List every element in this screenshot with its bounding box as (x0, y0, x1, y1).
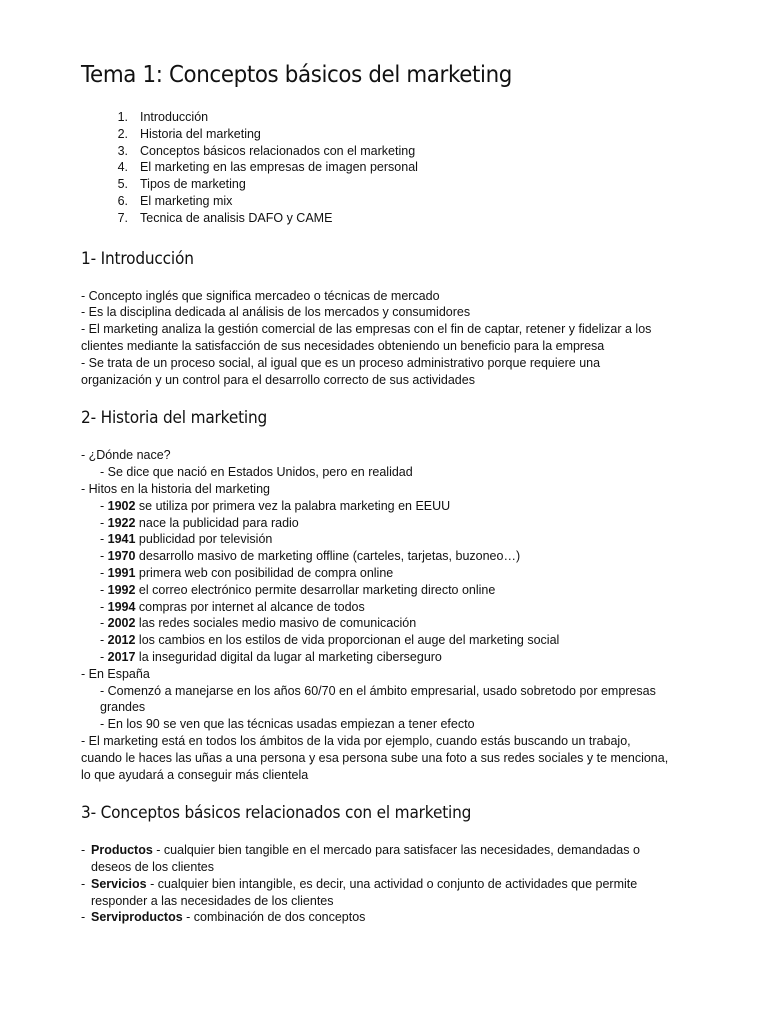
toc-number: 4. (117, 160, 128, 175)
concept-desc: - combinación de dos conceptos (182, 910, 366, 925)
concept-term: Servicios (91, 876, 147, 891)
toc-item (81, 210, 688, 227)
milestone-item: - 1992 el correo electrónico permite desarrollar marketing directo online (100, 582, 496, 597)
toc-text: Introducción (140, 110, 209, 124)
milestone-year: 1902 (107, 498, 136, 513)
paragraph-line: - ¿Dónde nace? (81, 448, 171, 463)
milestone-year: 1992 (107, 582, 136, 597)
list-dash: - (81, 843, 86, 858)
toc-item (81, 126, 688, 143)
toc-number: 6. (117, 193, 128, 208)
document-title: Tema 1: Conceptos básicos del marketing (81, 62, 512, 88)
concept-body (91, 842, 688, 876)
paragraph-line: clientes mediante la satisfacción de sus necesidades obteniendo un beneficio para la empresa (81, 338, 605, 353)
concept-desc: - cualquier bien tangible en el mercado para satisfacer las necesidades, demandadas o (152, 843, 640, 858)
paragraph-line: - Concepto inglés que significa mercadeo o técnicas de mercado (81, 288, 440, 303)
milestone-text: las redes sociales medio masivo de comunicación (135, 616, 417, 631)
toc-number: 7. (117, 210, 128, 225)
toc-number: 3. (117, 143, 128, 158)
toc-text: Tipos de marketing (140, 177, 246, 192)
toc-item (81, 143, 688, 160)
paragraph-line: organización y un control para el desarrollo correcto de sus actividades (81, 372, 475, 387)
toc-number: 5. (117, 177, 128, 192)
milestone-item: - 1991 primera web con posibilidad de compra online (100, 565, 394, 580)
paragraph-line: - Comenzó a manejarse en los años 60/70 en el ámbito empresarial, usado sobretodo por empresas (100, 683, 656, 698)
milestone-text: los cambios en los estilos de vida proporcionan el auge del marketing social (135, 633, 560, 648)
concept-desc: - cualquier bien intangible, es decir, una actividad o conjunto de actividades que permite (146, 876, 638, 891)
concept-item (81, 909, 688, 926)
paragraph-line: cuando le haces las uñas a una persona y esa persona sube una foto a sus redes sociales y te menciona, (81, 750, 669, 765)
paragraph-line: - Es la disciplina dedicada al análisis de los mercados y consumidores (81, 305, 471, 320)
paragraph-line: - El marketing está en todos los ámbitos de la vida por ejemplo, cuando estás buscando un trabajo, (81, 733, 631, 748)
toc-item (81, 193, 688, 210)
milestone-item: - 1970 desarrollo masivo de marketing offline (carteles, tarjetas, buzoneo…) (100, 549, 521, 564)
milestone-text: la inseguridad digital da lugar al marketing ciberseguro (135, 649, 442, 664)
toc-item (81, 159, 688, 176)
list-dash: - (81, 910, 86, 925)
milestone-text: se utiliza por primera vez la palabra marketing en EEUU (135, 498, 451, 513)
milestone-item: - 2002 las redes sociales medio masivo de comunicación (100, 616, 417, 631)
paragraph-line: lo que ayudará a conseguir más clientela (81, 767, 309, 782)
paragraph-line: - En los 90 se ven que las técnicas usadas empiezan a tener efecto (100, 717, 475, 732)
milestone-year: 2012 (107, 633, 136, 648)
toc-item (81, 109, 688, 126)
section-heading-historia: 2- Historia del marketing (81, 408, 268, 428)
paragraph-line: - Se dice que nació en Estados Unidos, pero en realidad (100, 465, 413, 480)
milestone-year: 1991 (107, 565, 136, 580)
toc-text: Conceptos básicos relacionados con el marketing (140, 143, 416, 158)
toc-number: 2. (117, 126, 128, 141)
toc-text: El marketing en las empresas de imagen personal (140, 160, 418, 175)
milestone-text: nace la publicidad para radio (135, 515, 299, 530)
milestone-year: 1994 (107, 599, 136, 614)
concept-term: Productos (91, 843, 153, 858)
milestone-year: 1970 (107, 549, 136, 564)
concept-item (81, 876, 688, 910)
milestone-year: 2002 (107, 616, 136, 631)
list-dash: - (81, 876, 86, 891)
milestone-item: - 2012 los cambios en los estilos de vida proporcionan el auge del marketing social (100, 633, 560, 648)
milestone-item: - 1902 se utiliza por primera vez la palabra marketing en EEUU (100, 498, 451, 513)
milestone-text: compras por internet al alcance de todos (135, 599, 365, 614)
toc-text: Tecnica de analisis DAFO y CAME (140, 210, 333, 225)
concept-desc-cont: deseos de los clientes (91, 860, 214, 875)
milestone-text: publicidad por televisión (135, 532, 273, 547)
milestone-item: - 1994 compras por internet al alcance de todos (100, 599, 365, 614)
milestone-item: - 1922 nace la publicidad para radio (100, 515, 299, 530)
milestone-text: primera web con posibilidad de compra online (135, 565, 394, 580)
concepts-list (81, 842, 688, 926)
milestone-text: el correo electrónico permite desarrollar marketing directo online (135, 582, 496, 597)
section-body-historia (81, 447, 688, 783)
concept-desc-cont: responder a las necesidades de los clientes (91, 893, 334, 908)
section-heading-conceptos: 3- Conceptos básicos relacionados con el marketing (81, 803, 472, 823)
milestone-year: 1922 (107, 515, 136, 530)
milestone-item: - 2017 la inseguridad digital da lugar al marketing ciberseguro (100, 649, 442, 664)
toc-number: 1. (117, 110, 128, 124)
concept-line (91, 842, 688, 859)
section-body-introduccion (81, 288, 688, 389)
milestone-item: - 1941 publicidad por televisión (100, 532, 273, 547)
paragraph-line: - Se trata de un proceso social, al igual que es un proceso administrativo porque requiere una (81, 355, 601, 370)
section-heading-introduccion: 1- Introducción (81, 248, 194, 268)
concept-item (81, 842, 688, 876)
concept-body (91, 876, 688, 910)
toc-text: Historia del marketing (140, 126, 261, 141)
toc-text: El marketing mix (140, 193, 233, 208)
paragraph-line: - El marketing analiza la gestión comercial de las empresas con el fin de captar, retener y fidelizar a los (81, 322, 652, 337)
paragraph-line: - Hitos en la historia del marketing (81, 481, 270, 496)
concept-line (91, 876, 688, 893)
concept-line (91, 909, 688, 926)
table-of-contents (81, 109, 688, 227)
milestone-year: 2017 (107, 649, 136, 664)
milestone-text: desarrollo masivo de marketing offline (carteles, tarjetas, buzoneo…) (135, 549, 521, 564)
milestone-year: 1941 (107, 532, 136, 547)
concept-body (91, 909, 688, 926)
concept-term: Serviproductos (91, 910, 183, 925)
toc-item (81, 176, 688, 193)
paragraph-line: - En España (81, 666, 150, 681)
paragraph-line: grandes (100, 700, 146, 715)
